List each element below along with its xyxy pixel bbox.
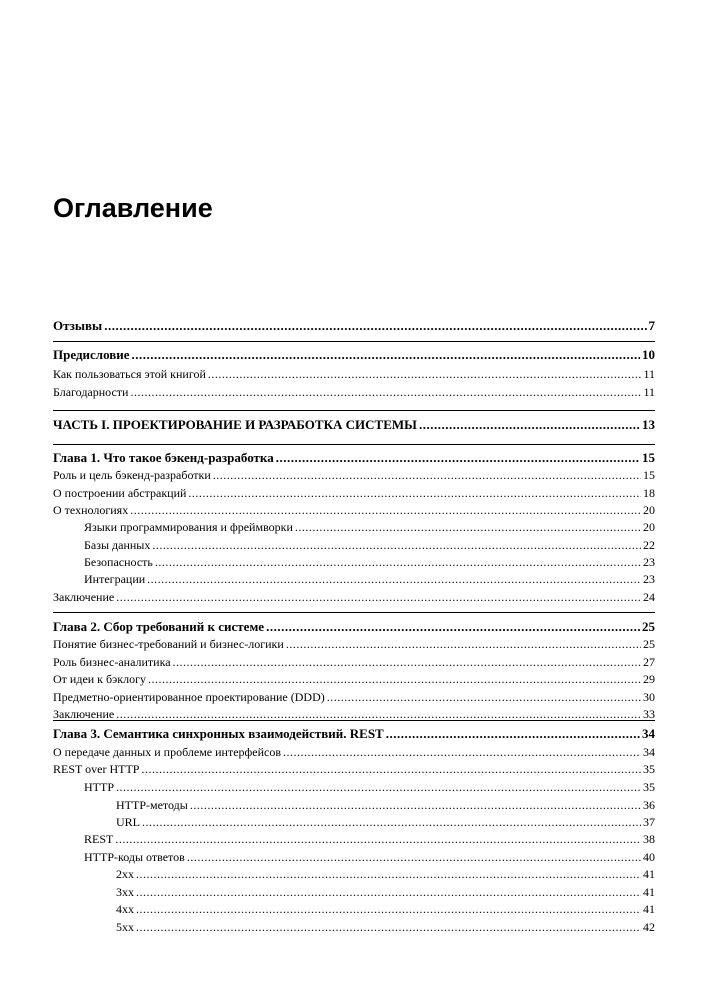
toc-heading-entry[interactable] [53, 619, 655, 635]
toc-page-number: 20 [643, 520, 655, 534]
toc-page-number: 15 [643, 468, 655, 482]
toc-entry-title: Благодарности [53, 385, 129, 399]
toc-entry[interactable] [53, 467, 655, 483]
toc-entry-title: От идеи к бэклогу [53, 672, 147, 686]
dot-leader [327, 689, 641, 705]
toc-page-number: 23 [643, 572, 655, 586]
dot-leader [187, 849, 641, 865]
toc-entry[interactable] [53, 849, 655, 865]
toc-page-number: 15 [642, 450, 655, 465]
section-divider [53, 341, 655, 342]
toc-entry[interactable] [53, 779, 655, 795]
dot-leader [295, 519, 641, 535]
dot-leader [116, 779, 641, 795]
toc-entry[interactable] [53, 797, 655, 813]
toc-page-number: 11 [643, 385, 655, 399]
toc-entry-title: 3xx [116, 885, 134, 899]
toc-entry-title: ЧАСТЬ I. ПРОЕКТИРОВАНИЕ И РАЗРАБОТКА СИСТЕМЫ [53, 417, 417, 432]
toc-entry-title: REST [84, 832, 114, 846]
toc-entry[interactable] [53, 571, 655, 587]
dot-leader [115, 831, 641, 847]
section-divider [53, 612, 655, 613]
toc-entry-title: О построении абстракций [53, 486, 187, 500]
toc-page-number: 40 [643, 850, 655, 864]
toc-page-number: 41 [643, 885, 655, 899]
toc-page-number: 35 [643, 762, 655, 776]
toc-entry-title: Заключение [53, 590, 115, 604]
section-divider [53, 410, 655, 411]
dot-leader [213, 467, 641, 483]
toc-entry-title: Глава 1. Что такое бэкенд-разработка [53, 450, 274, 465]
dot-leader [276, 450, 640, 466]
toc-page-number: 41 [643, 867, 655, 881]
dot-leader [116, 706, 641, 722]
toc-entry[interactable] [53, 589, 655, 605]
dot-leader [419, 417, 640, 433]
toc-page-number: 33 [643, 707, 655, 721]
toc-entry[interactable] [53, 919, 655, 935]
dot-leader [148, 671, 641, 687]
toc-entry[interactable] [53, 537, 655, 553]
toc-entry[interactable] [53, 901, 655, 917]
toc-entry-title: 4xx [116, 902, 134, 916]
toc-page-number: 25 [643, 637, 655, 651]
toc-entry[interactable] [53, 761, 655, 777]
toc-heading-entry[interactable] [53, 347, 655, 363]
toc-entry-title: Глава 3. Семантика синхронных взаимодействий. REST [53, 726, 384, 741]
dot-leader [116, 589, 641, 605]
dot-leader [155, 554, 641, 570]
toc-heading-entry[interactable] [53, 726, 655, 742]
toc-entry[interactable] [53, 689, 655, 705]
toc-entry[interactable] [53, 485, 655, 501]
toc-entry[interactable] [53, 654, 655, 670]
toc-page-number: 20 [643, 503, 655, 517]
toc-entry-title: HTTP-коды ответов [84, 850, 185, 864]
dot-leader [152, 537, 641, 553]
toc-entry[interactable] [53, 884, 655, 900]
toc-entry-title: HTTP-методы [116, 798, 188, 812]
toc-page-number: 10 [642, 347, 655, 362]
toc-entry-title: Предметно-ориентированное проектирование (DDD) [53, 690, 325, 704]
dot-leader [130, 384, 641, 400]
dot-leader [188, 485, 641, 501]
dot-leader [283, 744, 641, 760]
toc-page-number: 24 [643, 590, 655, 604]
toc-heading-entry[interactable] [53, 318, 655, 334]
toc-entry[interactable] [53, 502, 655, 518]
toc-page-number: 23 [643, 555, 655, 569]
dot-leader [286, 636, 641, 652]
dot-leader [190, 797, 641, 813]
toc-page-number: 7 [648, 318, 655, 333]
dot-leader [136, 884, 641, 900]
dot-leader [266, 619, 640, 635]
toc-entry-title: Предисловие [53, 347, 130, 362]
dot-leader [142, 814, 641, 830]
toc-entry-title: Базы данных [84, 538, 151, 552]
toc-page-number: 42 [643, 920, 655, 934]
toc-page-number: 11 [643, 367, 655, 381]
dot-leader [141, 761, 641, 777]
page-title: Оглавление [53, 193, 213, 223]
toc-entry[interactable] [53, 519, 655, 535]
toc-entry-title: Роль бизнес-аналитика [53, 655, 171, 669]
toc-entry-title: HTTP [84, 780, 114, 794]
toc-page-number: 22 [643, 538, 655, 552]
section-divider [53, 444, 655, 445]
toc-page-number: 38 [643, 832, 655, 846]
toc-entry-title: 5xx [116, 920, 134, 934]
dot-leader [132, 347, 640, 363]
dot-leader [136, 919, 641, 935]
dot-leader [386, 726, 640, 742]
toc-entry-title: Отзывы [53, 318, 103, 333]
toc-entry[interactable] [53, 831, 655, 847]
toc-page-number: 37 [643, 815, 655, 829]
toc-entry-title: Как пользоваться этой книгой [53, 367, 206, 381]
toc-entry[interactable] [53, 384, 655, 400]
toc-entry-title: Понятие бизнес-требований и бизнес-логики [53, 637, 284, 651]
toc-page-number: 34 [642, 726, 655, 741]
dot-leader [147, 571, 641, 587]
toc-entry-title: О передаче данных и проблеме интерфейсов [53, 745, 282, 759]
toc-page-number: 34 [643, 745, 655, 759]
toc-page-number: 41 [643, 902, 655, 916]
toc-entry-title: Интеграции [84, 572, 146, 586]
toc-entry[interactable] [53, 814, 655, 830]
toc-entry-title: REST over HTTP [53, 762, 140, 776]
toc-page-number: 27 [643, 655, 655, 669]
toc-entry-title: 2xx [116, 867, 134, 881]
toc-entry[interactable] [53, 671, 655, 687]
toc-page-number: 35 [643, 780, 655, 794]
toc-entry-title: Глава 2. Сбор требований к системе [53, 619, 265, 634]
toc-entry-title: URL [116, 815, 140, 829]
toc-entry[interactable] [53, 636, 655, 652]
toc-entry-title: Безопасность [84, 555, 153, 569]
toc-entry[interactable] [53, 866, 655, 882]
dot-leader [130, 502, 641, 518]
toc-page-number: 29 [643, 672, 655, 686]
toc-entry[interactable] [53, 554, 655, 570]
dot-leader [104, 318, 646, 334]
toc-entry[interactable] [53, 706, 655, 722]
toc-page-number: 25 [642, 619, 655, 634]
toc-heading-entry[interactable] [53, 450, 655, 466]
dot-leader [136, 866, 641, 882]
toc-entry[interactable] [53, 744, 655, 760]
toc-page-number: 30 [643, 690, 655, 704]
dot-leader [136, 901, 641, 917]
toc-page-number: 18 [643, 486, 655, 500]
toc-page-number: 13 [642, 417, 655, 432]
toc-entry[interactable] [53, 366, 655, 382]
toc-entry-title: Языки программирования и фреймворки [84, 520, 293, 534]
toc-heading-entry[interactable] [53, 417, 655, 433]
dot-leader [173, 654, 641, 670]
dot-leader [208, 366, 642, 382]
toc-entry-title: Заключение [53, 707, 115, 721]
toc-entry-title: О технологиях [53, 503, 129, 517]
toc-page-number: 36 [643, 798, 655, 812]
toc-entry-title: Роль и цель бэкенд-разработки [53, 468, 211, 482]
